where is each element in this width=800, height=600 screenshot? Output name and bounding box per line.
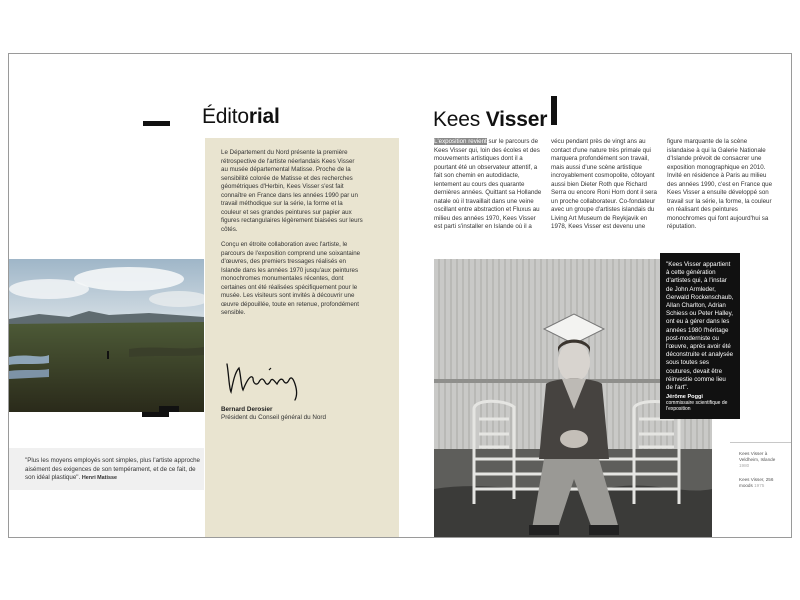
matisse-quote-box — [9, 448, 204, 490]
kees-title — [433, 108, 547, 132]
kees-title-bold: Visser — [485, 108, 548, 131]
kees-col1-text: sur le parcours de Kees Visser qui, loin des écoles et des mouvements artistiques dont il a pourtant été un observateur attentif, a fait son chemin en autodidacte, lentement au cours des quarante dernières années. Quittant sa Hollande natale où il travaillait dans une veine oscillant entre abstraction et Fluxus au milieu des années 1970, Kees Visser est parti s'installer en Islande où il a — [434, 138, 542, 230]
signer-block — [221, 406, 381, 421]
poggi-quote-text: "Kees Visser appartient à cette génération d'artistes qui, à l'instar de John Armleder, Gerwald Rockenschaub, Allan Charlton, Adrian Schiess ou Peter Halley, ont eu à gérer dans les années 1980 l'héritage post-moderniste ou l'œuvre, après avoir été déconstruite et analysée sous toutes ses coutures, devait être réinvestie comme lieu de l'art". — [666, 261, 734, 392]
matisse-quote-text — [25, 457, 201, 483]
signer-title: Président du Conseil général du Nord — [221, 414, 327, 421]
editorial-title-light: Édito — [202, 105, 249, 128]
caption-year: 1980 — [739, 463, 750, 468]
photo-caption-2 — [739, 477, 783, 489]
photo-corner-mark — [142, 412, 169, 417]
section-marker-bar — [143, 121, 170, 126]
magazine-spread — [8, 53, 792, 538]
photo-caption-1 — [739, 451, 779, 469]
poggi-quote-box — [660, 253, 740, 419]
editorial-panel — [205, 138, 399, 538]
poggi-quote-author: Jérôme Poggi — [666, 394, 703, 400]
kees-column-3 — [667, 138, 775, 232]
editorial-paragraph: Conçu en étroite collaboration avec l'artiste, le parcours de l'exposition comprend une soixantaine d'œuvres, des premiers tressages réalisés en Islande dans les années 1970 jusqu'aux peintures monochromes monumentales récentes, dont certaines ont été réalisées spécifiquement pour le musée. Les visiteurs sont invités à découvrir une œuvre dépouillée, toute en retenue, profondément sensible. — [221, 241, 361, 316]
signer-name: Bernard Derosier — [221, 406, 273, 413]
editorial-text — [221, 149, 363, 325]
landscape-photo — [9, 259, 204, 412]
matisse-quote: "Plus les moyens employés sont simples, plus l'artiste approche aisément des exigences de son tempérament, et de ce fait, de son idéal plastique". — [25, 457, 200, 481]
kees-column-1 — [434, 138, 542, 232]
caption-divider — [730, 442, 791, 443]
kees-col1-highlight: L'exposition revient — [434, 138, 487, 145]
caption-text: Kees Visser, 256 moods — [739, 477, 774, 488]
editorial-title — [202, 105, 280, 129]
matisse-quote-author: Henri Matisse — [81, 475, 117, 481]
editorial-title-bold: rial — [248, 105, 280, 128]
kees-vertical-bar — [551, 96, 557, 125]
caption-text: Kees Visser à Veldheim, Islande — [739, 451, 776, 462]
editorial-paragraph: Le Département du Nord présente la première rétrospective de l'artiste néerlandais Kees Visser au musée départemental Matisse. Proche de la sensibilité colorée de Matisse et des recherches géométriques d'Herbin, Kees Visser s'est fait connaître en France dans les années 1990 par un travail méthodique sur la série, la forme et la couleur et ses grandes peintures sur papier aux figures rectangulaires légèrement biaisées sur leurs côtés. — [221, 149, 363, 233]
kees-col3-text: figure marquante de la scène islandaise à qui la Galerie Nationale d'Islande prévoit de consacrer une exposition monographique en 2010. Invité en résidence à Paris au milieu des années 1990, c'est en France que Kees Visser a ensuite développé son travail sur la série, la forme, la couleur en réalisant des peintures monochromes qui font aujourd'hui sa réputation. — [667, 138, 773, 230]
caption-year: 1975 — [754, 483, 765, 488]
signature-image — [223, 356, 313, 401]
kees-column-2 — [551, 138, 661, 232]
poggi-quote-role: commissaire scientifique de l'exposition — [666, 400, 728, 412]
kees-col2-text: vécu pendant près de vingt ans au contact d'une nature très primale qui marquera profondément son travail, mais aussi d'une scène artistique incroyablement cosmopolite, côtoyant aussi bien Dieter Roth que Richard Serra ou encore Roni Horn dont il sera un proche collaborateur. Co-fondateur avec un groupe d'artistes islandais du Living Art Museum de Reykjavik en 1978, Kees Visser est devenu une — [551, 138, 657, 230]
kees-title-light: Kees — [433, 108, 486, 131]
